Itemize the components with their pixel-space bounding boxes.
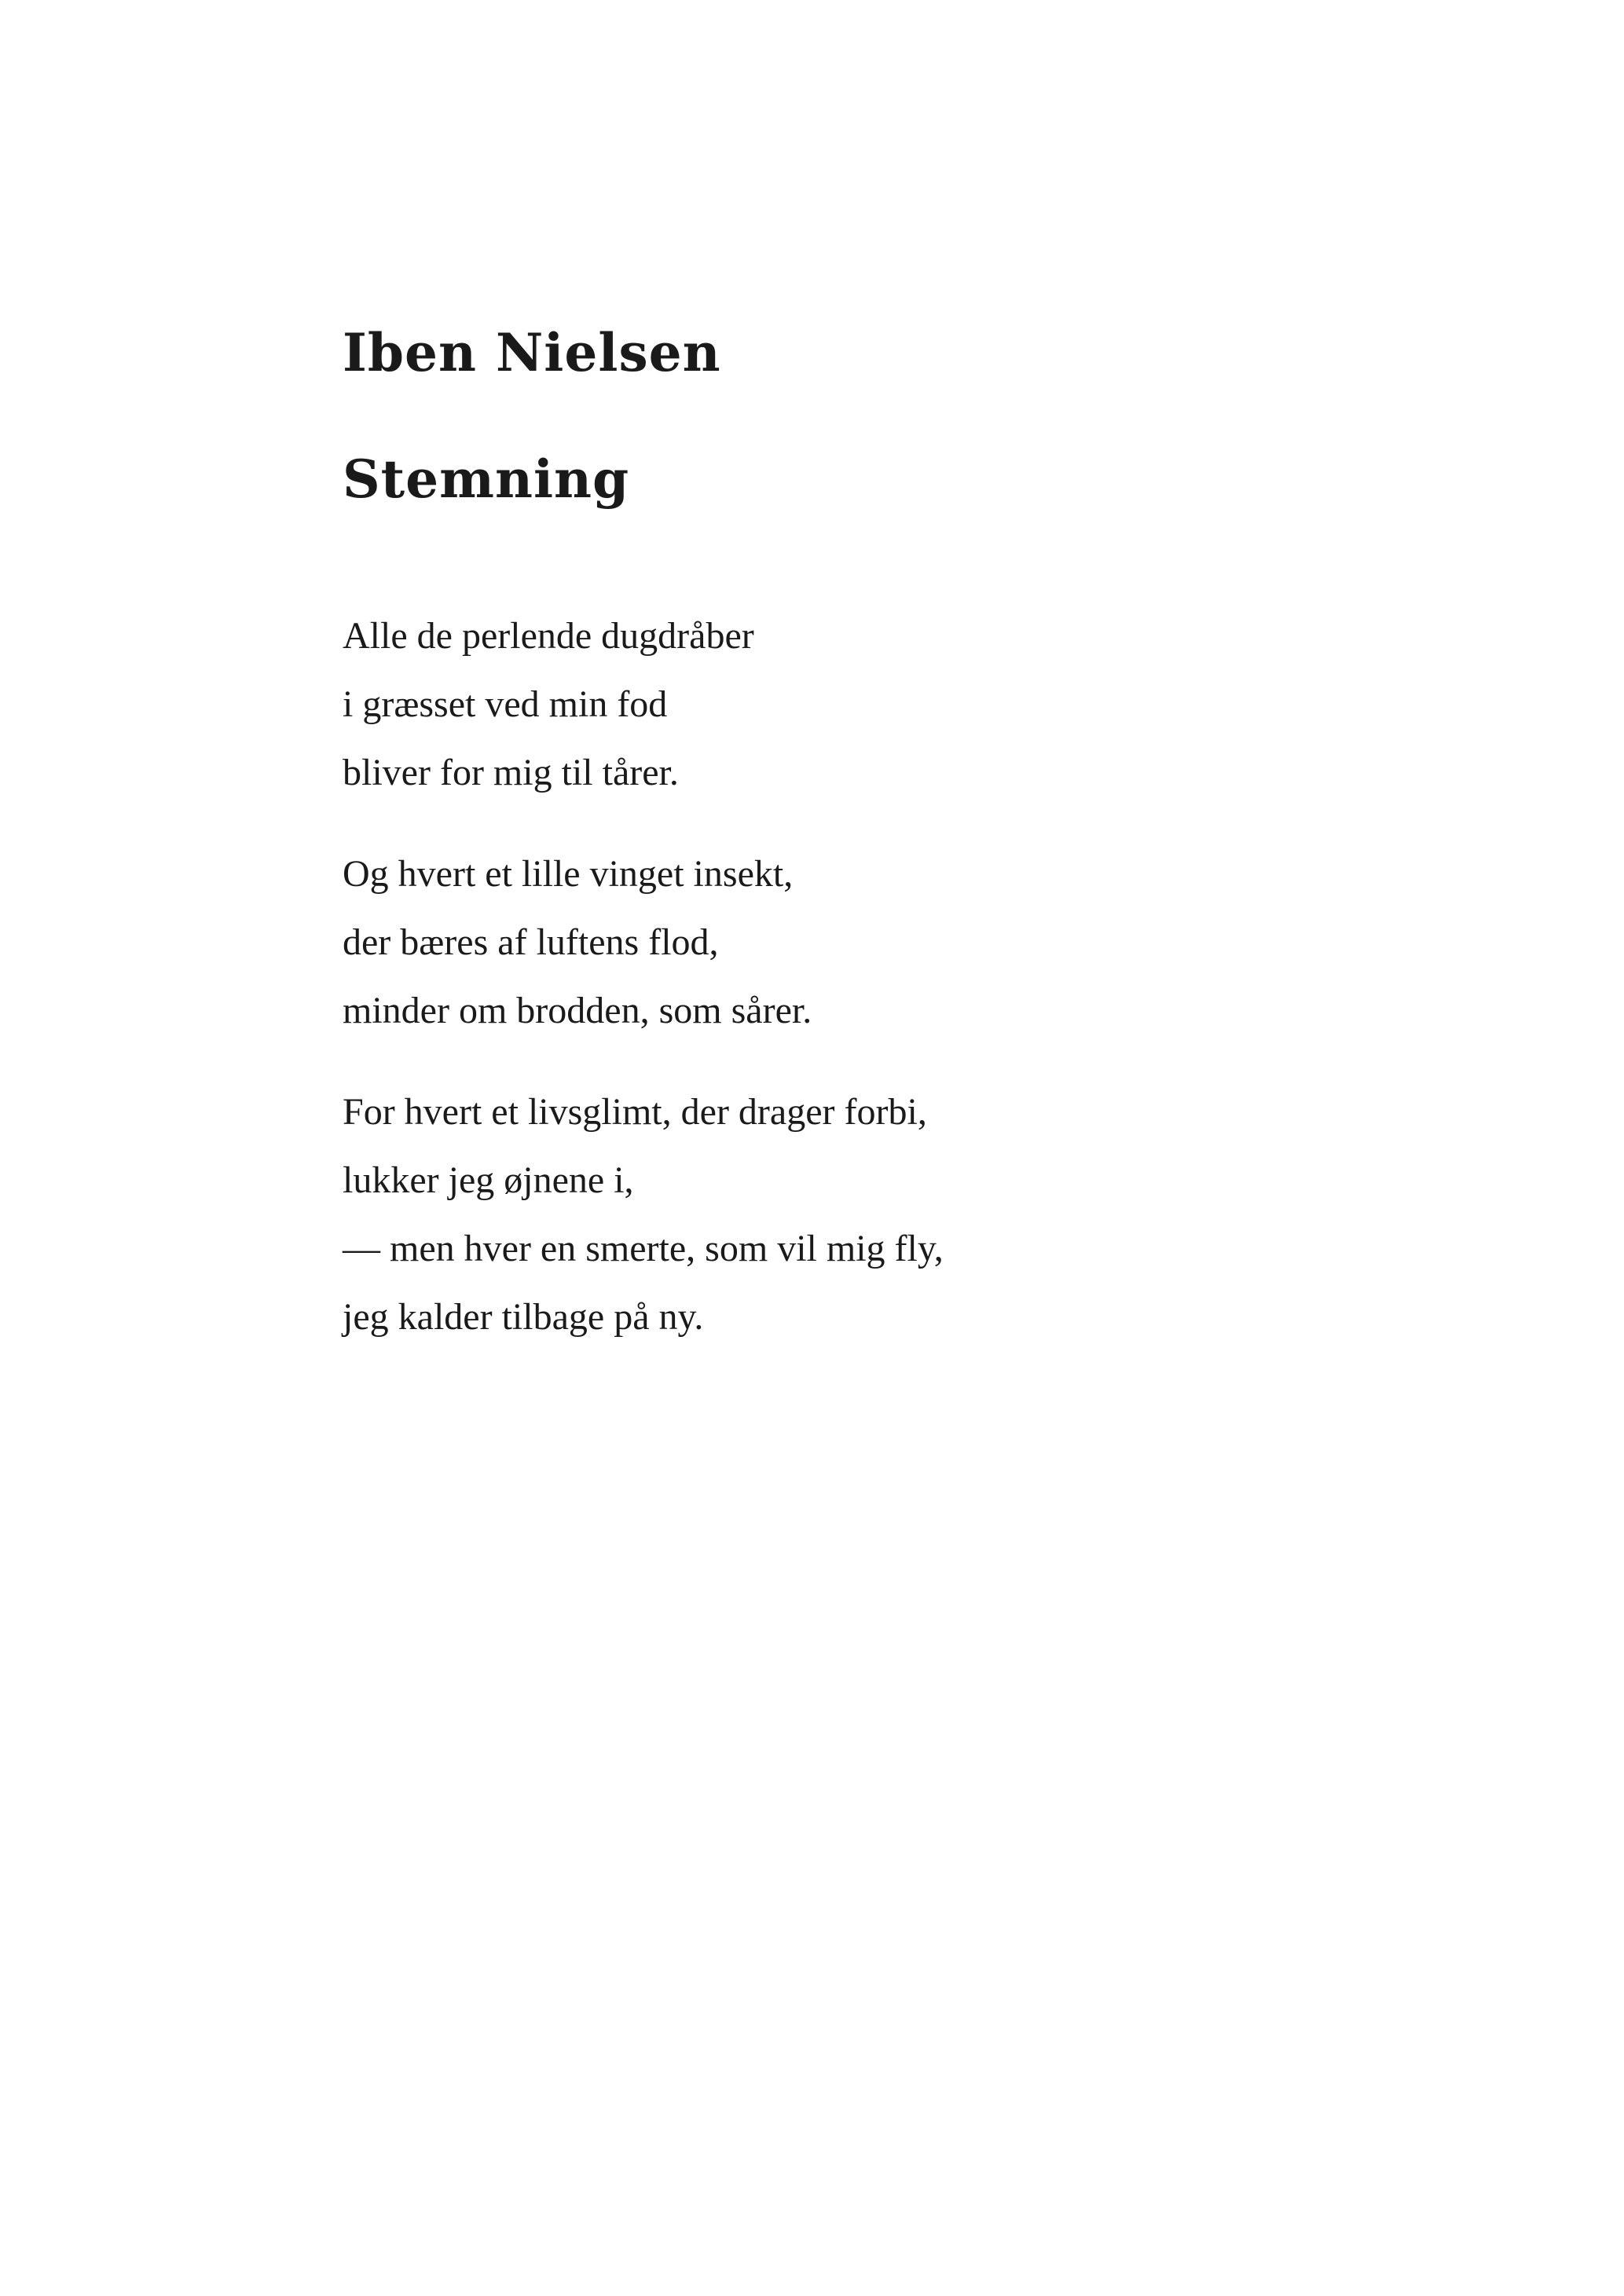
poem-line: Alle de perlende dugdråber — [343, 615, 754, 657]
author-heading: Iben Nielsen — [343, 322, 721, 383]
stanza-3 — [343, 1078, 1364, 1351]
poem-body — [343, 602, 1364, 1351]
poem-content — [343, 322, 1364, 1384]
poem-line: jeg kalder tilbage på ny. — [343, 1296, 704, 1338]
poem-line: Og hvert et lille vinget insekt, — [343, 853, 794, 895]
poem-line: i græsset ved min fod — [343, 683, 668, 726]
stanza-2 — [343, 840, 1364, 1045]
poem-title: Stemning — [343, 449, 630, 511]
poem-line: lukker jeg øjnene i, — [343, 1159, 634, 1202]
poem-line: For hvert et livsglimt, der drager forbi, — [343, 1091, 927, 1133]
poem-line: minder om brodden, som sårer. — [343, 990, 812, 1032]
poem-line: bliver for mig til tårer. — [343, 752, 679, 794]
poem-line: — men hver en smerte, som vil mig fly, — [343, 1228, 944, 1270]
poem-line: der bæres af luftens flod, — [343, 921, 719, 964]
stanza-1 — [343, 602, 1364, 807]
